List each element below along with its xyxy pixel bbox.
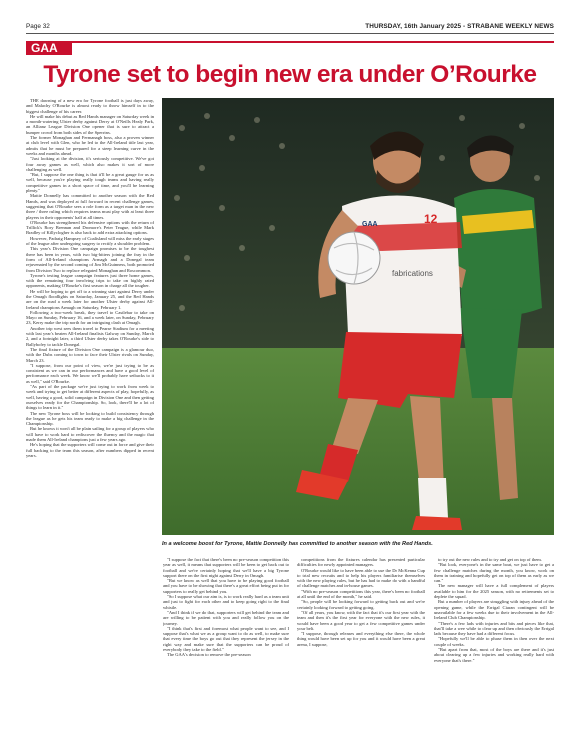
header-rule xyxy=(26,33,554,34)
paragraph: "As part of the package we're just trying to work from week to week and trying to get better at different aspects of play, hopefully, as well, having a good, solid campaign in Division One and then getting ourselves ready for the Championship. So, look, there'll be a lot of things to learn in it." xyxy=(26,384,154,411)
paragraph: "I think that's first and foremost what people want to see, and I suppose that's what we as a group want to do as well, to make sure that every time the boys go out that they represent the jersey in the right way and make sure that the supporters can be proud of everybody they take to the field." xyxy=(163,625,289,653)
page-number: Page 32 xyxy=(26,22,50,30)
paragraph: This year's Division One campaign promises to be the toughest there has been in years, with two big-hitters joining the fray in the form of All-Ireland champions Armagh and a Donegal team rejuvenated by the second coming of Jim McGuinness, both promoted from Division Two to replace relegated Monaghan and Roscommon. xyxy=(26,246,154,273)
paragraph: But a number of players are struggling with injury ahead of the opening game, while the Errigal Ciaran contingent will be unavailable for a few weeks due to their involvement in the All-Ireland Club Championship. xyxy=(434,599,554,621)
paragraph: "There's a few lads with injuries and bits and pieces like that, that'll take a wee while to clear up and then obviously the Errigal lads because they have had a different focus. xyxy=(434,620,554,637)
paragraph: The former Monaghan and Fermanagh boss, also a proven winner at club level with Glen, who he led to the All-Ireland title last year, admits that he must be prepared for a steep learning curve in the weeks and months ahead. xyxy=(26,135,154,156)
paragraph: However, Padraig Hampsey of Coalisland will miss the early stages of the league after undergoing surgery to rectify a shoulder problem. xyxy=(26,235,154,247)
paragraph: competitions from the fixtures calendar has presented particular difficulties for newly appointed managers. xyxy=(297,557,425,568)
photo-caption: In a welcome boost for Tyrone, Mattie Donnelly has committed to another season with the Red Hands. xyxy=(162,541,433,547)
football-players-image xyxy=(162,98,554,535)
paragraph: "With no pre-season competitions this year, there's been no football at all until the end of the month," he said. xyxy=(297,588,425,600)
paragraph: Tyrone's testing league campaign features just three home games, with the remaining four involving trips to take on highly rated opponents, making O'Rourke's first season in charge all the tougher. xyxy=(26,272,154,289)
paragraph: "But apart from that, most of the boys are there and it's just about clearing up a few injuries and working really hard with everyone that's there." xyxy=(434,647,554,663)
paragraph: "Hopefully we'll be able to phase them in then over the next couple of weeks. xyxy=(434,636,554,647)
paragraph: O'Rourke has strengthened his defensive options with the return of Trillick's Rory Brennan and Dromore's Peter Teague, while Mark Bradley of Killyclogher is also back to add extra attacking options. xyxy=(26,219,154,236)
paragraph: Another trip west sees them travel to Pearse Stadium for a meeting with last year's beaten All-Ireland finalists Galway on Sunday, March 2, and a fortnight later, a third Ulster derby takes O'Rourke's side to Ballybofey to tackle Donegal. xyxy=(26,325,154,347)
paragraph: The GAA's decision to remove the pre-season xyxy=(167,652,251,658)
page-header xyxy=(26,20,554,32)
paragraph: The new manager will have a full complement of players available to him for the 2025 season, with no retirements set to deplete the squad. xyxy=(434,583,554,600)
section-tag: GAA xyxy=(26,41,72,55)
paragraph: "But we know as well that you have to be playing good football and you have to be showing that there's a great effort being put in for supporters to really get behind you. xyxy=(163,578,289,594)
paragraph: "So I suppose what our aim is, is to work really hard as a team unit and just to fight for each other and to keep going right to the final whistle. xyxy=(163,594,289,610)
paragraph: Mattie Donnelly has committed to another season with the Red Hands, and was deployed at full forward in recent challenge games, suggesting that O'Rourke sees a role form as a target man in the new three / three ruling which requires teams must play with at least three players in their opponents' half at all times. xyxy=(26,193,154,220)
paragraph: "I suppose, from our point of view, we're just trying to be as consistent as we can in our performances and have a good level of performance each week. We know we'll probably have setbacks to it as well," said O'Rourke. xyxy=(26,362,154,384)
paragraph: "And I think if we do that, supporters will get behind the team and are willing to be patient with you and really follow you on the journey. xyxy=(163,609,289,626)
paragraph: But he knows it won't all be plain sailing for a group of players who will have to work hard to rediscover the fluency and the magic that made them All-Ireland champions just a few years ago. xyxy=(26,426,154,442)
section-rule xyxy=(72,41,554,43)
paragraph: THE dawning of a new era for Tyrone football is just days away, and Malachy O'Rourke is almost ready to throw himself in to the biggest challenge of his career. xyxy=(26,98,154,114)
paragraph: "But look, everyone's in the same boat, we just have to get a few challenge matches during the month, you know, work on them in training and hopefully get on top of them as early as we can." xyxy=(434,562,554,584)
jersey-number: 12 xyxy=(424,212,438,226)
article-column-3 xyxy=(297,557,425,703)
paragraph: O'Rourke would like to have been able to use the Dr McKenna Cup to trial new recruits and to help his players familiarise themselves with the new playing rules, but he has had to make do with a handful of challenge matches and in-house games. xyxy=(297,567,425,589)
paragraph: He's hoping that the supporters will come out in force and give their full backing to the team this season, after numbers dipped in recent years. xyxy=(26,442,154,458)
paragraph: He will make his debut as Red Hands manager on Saturday week in a month-watering Ulster derby against Derry at O'Neills Healy Park, an Allianz League Division One opener that is sure to attract a bumper crowd from both sides of the Sperrins. xyxy=(26,113,154,135)
paragraph: "Just looking at the division, it's seriously competitive. We've got four away games as well, which also makes it sort of more challenging as well. xyxy=(26,156,154,172)
paragraph: "I suppose, through releases and everything else there, the whole thing would have been set up for you and it would have been a great arena, I suppose, xyxy=(297,631,425,647)
article-column-1 xyxy=(26,98,154,704)
paragraph: He will be hoping to get off to a winning start against Derry under the Omagh floodlights on Saturday, January 25, and the Red Hands are on the road a week later for another Ulster derby against All-Ireland champions Armagh on Saturday, February 1. xyxy=(26,288,154,310)
paragraph: Following a two-week break, they travel to Castlebar to take on Mayo on Sunday, February 16, and a week later, on Sunday, February 23, Kerry make the trip north for an intriguing clash at Omagh. xyxy=(26,309,154,326)
paragraph: "Of all years, you know, with the fact that it's our first year with the team and then it's the first year for everyone with the new rules, it would have been a good year to get a few competitive games under your belt. xyxy=(297,609,425,631)
date-line: THURSDAY, 16th January 2025 - STRABANE WEEKLY NEWS xyxy=(365,22,554,30)
article-column-4 xyxy=(434,557,554,703)
paragraph: The new Tyrone boss will be looking to build consistency through the league as he gets his team ready to make a big challenge in the Championship. xyxy=(26,410,154,427)
paragraph: "But, I suppose the one thing is that it'll be a great gauge for us as well, because you're playing really tough teams and having really competitive games in a short space of time, and you'll be learning plenty." xyxy=(26,172,154,194)
paragraph: "So, people will be looking forward to getting back out and we're certainly looking forward to getting going. xyxy=(297,599,425,610)
jersey-crest: GAA xyxy=(362,221,378,228)
paragraph: The final fixture of the Division One campaign is a glamour duo, with the Dubs coming to town to face their Ulster rivals on Sunday, March 23. xyxy=(26,346,154,363)
paragraph: "I suppose the fact that there's been no pre-season competition this year as well, it means that supporters will be keen to get back out to football and we're certainly hoping that we'll have a big Tyrone support there on the first night against Derry in Omagh. xyxy=(163,557,289,578)
football-ball xyxy=(328,232,380,284)
article-column-2 xyxy=(163,557,289,703)
paragraph: to try out the new rules and to try and get on top of them. xyxy=(438,557,542,562)
jersey-sponsor: fabrications xyxy=(392,269,433,278)
article-photo xyxy=(162,98,554,535)
headline: Tyrone set to begin new era under O’Rourke xyxy=(43,61,537,88)
